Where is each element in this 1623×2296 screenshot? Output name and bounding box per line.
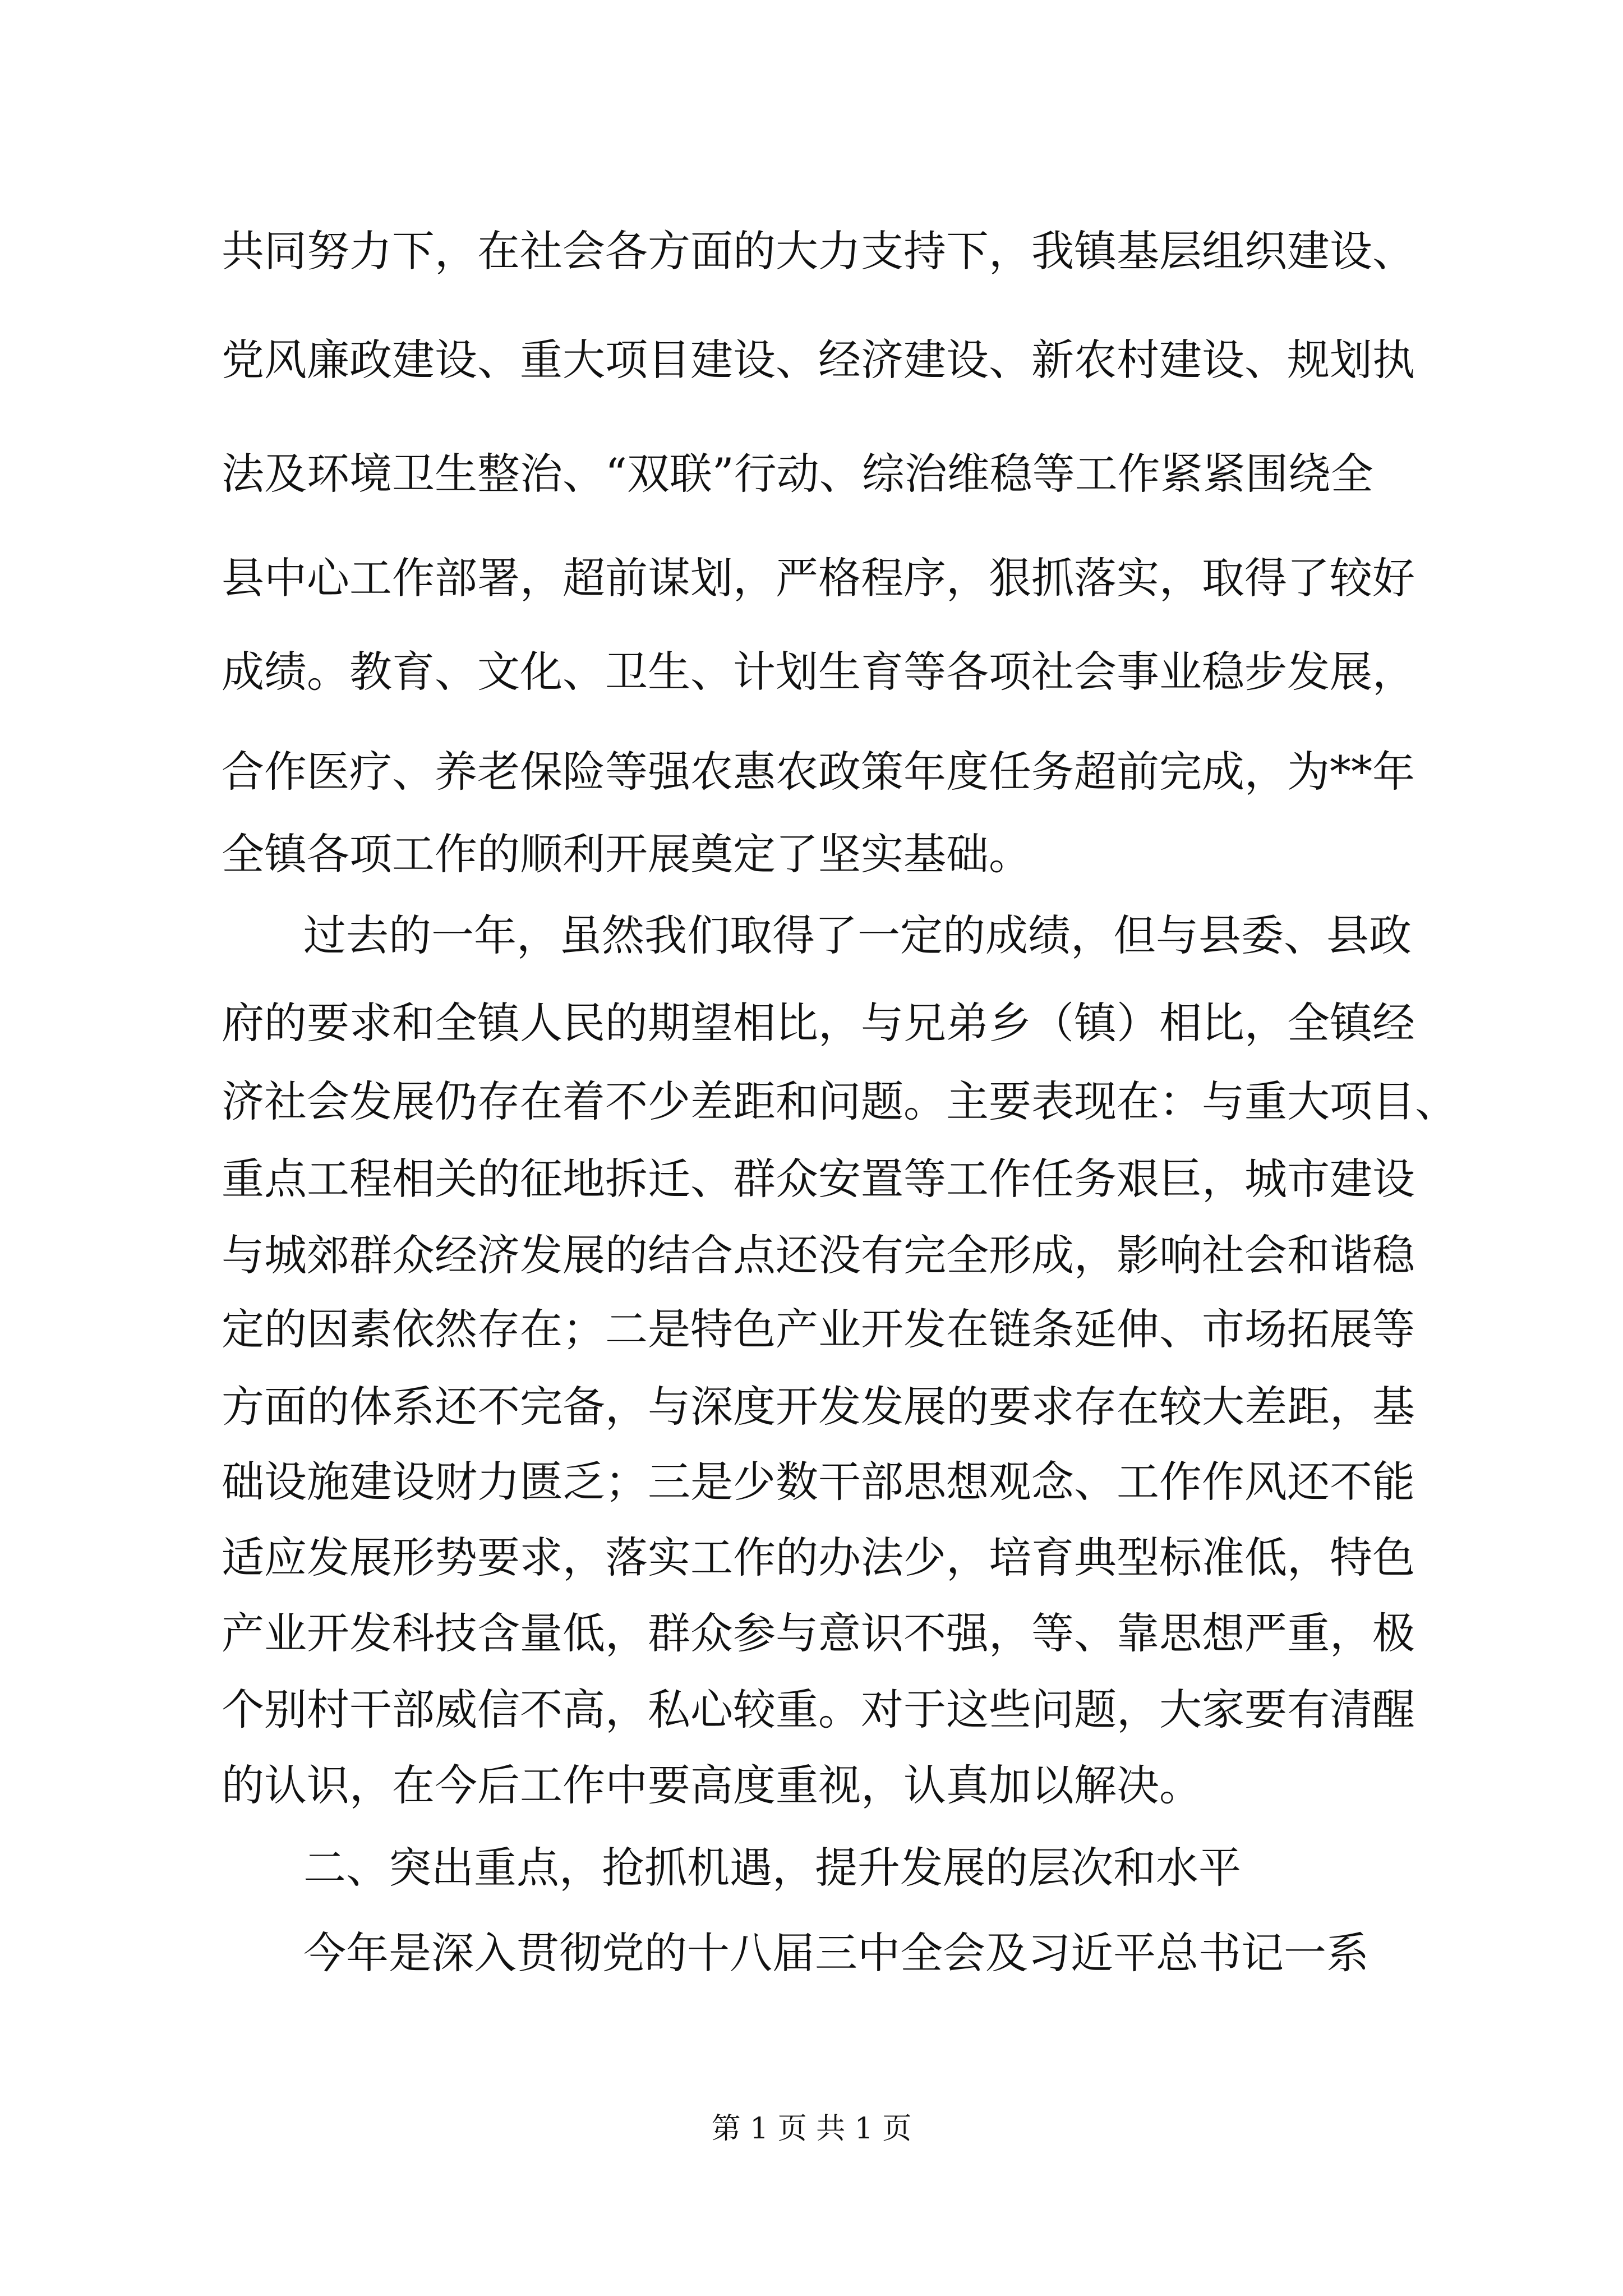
page-number-footer: 第 1 页 共 1 页 [711, 2112, 912, 2146]
document-page: 共同努力下，在社会各方面的大力支持下，我镇基层组织建设、 党风廉政建设、重大项目建设、经济建设、新农村建设、规划执 法及环境卫生整治、“双联”行动、综治维稳等工作紧紧围绕全 县中心工作部署，超前谋划，严格程序，狠抓落实，取得了较好 成绩。教育、文化、卫生、计划生育等各项社会事业稳步发展， 合作医疗、养老保险等强农惠农政策年度任务超前完成，为**年 全镇各项工作的顺利开展奠定了坚实基础。 过去的一年，虽然我们取得了一定的成绩，但与县委、县政 府的要求和全镇人民的期望相比，与兄弟乡（镇）相比，全镇经 济社会发展仍存在着不少差距和问题。主要表现在：与重大项目、 重点工程相关的征地拆迁、群众安置等工作任务艰巨，城市建设 与城郊群众经济发展的结合点还没有完全形成，影响社会和谐稳 定的因素依然存在；二是特色产业开发在链条延伸、市场拓展等 方面的体系还不完备，与深度开发发展的要求存在较大差距，基 础设施建设财力匮乏；三是少数干部思想观念、工作作风还不能 适应发展形势要求，落实工作的办法少，培育典型标准低，特色 产业开发科技含量低，群众参与意识不强，等、靠思想严重，极 个别村干部威信不高，私心较重。对于这些问题，大家要有清醒 的认识，在今后工作中要高度重视，认真加以解决。 二、突出重点，抢抓机遇，提升发展的层次和水平 今年是深入贯彻党的十八届三中全会及习近平总书记一系 第 1 页 共 1 页 [0, 0, 1623, 2296]
